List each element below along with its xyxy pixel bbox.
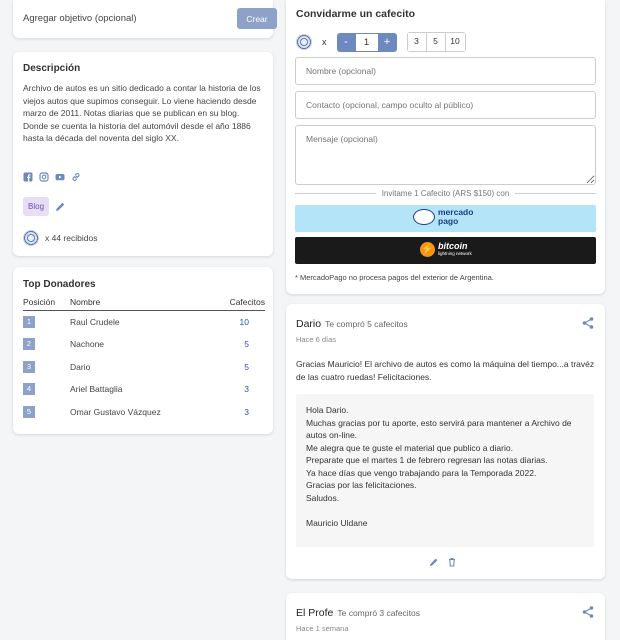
edit-pencil-icon[interactable] xyxy=(55,201,66,212)
quantity-row xyxy=(296,32,466,52)
reply-line: Gracias por las felicitaciones. xyxy=(306,480,417,490)
mp-line2: pago xyxy=(438,216,459,226)
youtube-icon[interactable] xyxy=(55,172,65,182)
preset-3[interactable]: 3 xyxy=(408,33,427,51)
reply-line: Mauricio Uldane xyxy=(306,517,368,528)
bitcoin-logo xyxy=(420,241,472,258)
trash-icon[interactable] xyxy=(447,557,457,567)
goal-card xyxy=(13,0,273,38)
mercadopago-logo xyxy=(413,208,473,226)
instagram-icon[interactable] xyxy=(39,172,49,182)
donor-name: Omar Gustavo Vázquez xyxy=(70,406,161,417)
table-row xyxy=(23,356,265,379)
mercadopago-note: * MercadoPago no procesa pagos del exterior de Argentina. xyxy=(295,273,494,282)
message-input[interactable] xyxy=(295,125,596,185)
post-actions xyxy=(429,557,457,567)
preset-5[interactable]: 5 xyxy=(427,33,446,51)
donor-name: Dario xyxy=(70,361,91,372)
donation-post xyxy=(286,593,605,640)
preset-10[interactable]: 10 xyxy=(446,33,465,51)
lightning-icon: ⚡ xyxy=(421,244,434,255)
tag-row xyxy=(23,197,66,216)
invite-title: Convidarme un cafecito xyxy=(296,8,416,20)
share-icon[interactable] xyxy=(581,316,595,330)
quantity-presets xyxy=(407,32,466,52)
pay-divider xyxy=(295,189,596,198)
coffee-cup-icon xyxy=(296,34,312,50)
post-message: Gracias Mauricio! El archivo de autos es como la máquina del tiempo...a travéz de las cuatro ruedas! Felicitaciones. xyxy=(296,359,595,382)
post-author: El Profe xyxy=(296,607,334,619)
rank-badge: 3 xyxy=(23,361,35,373)
link-icon[interactable] xyxy=(71,172,81,182)
rank-badge: 4 xyxy=(23,383,35,395)
post-header xyxy=(296,607,420,619)
description-title: Descripción xyxy=(23,63,81,74)
coffee-cup-icon xyxy=(23,230,39,246)
rank-badge: 5 xyxy=(23,406,35,418)
goal-input[interactable]: Agregar objetivo (opcional) xyxy=(23,13,137,24)
table-row xyxy=(23,333,265,356)
donor-count: 10 xyxy=(239,317,249,327)
top-donors-card xyxy=(13,267,273,434)
times-sign: x xyxy=(322,37,327,47)
increment-button[interactable]: + xyxy=(378,33,397,52)
description-card xyxy=(13,52,273,256)
owner-reply xyxy=(296,394,594,547)
mp-line1: mercado xyxy=(438,207,474,217)
reply-line: Preparate que el martes 1 de febrero regresan las notas diarias. xyxy=(306,455,548,465)
col-count: Cafecitos xyxy=(210,297,265,311)
post-time: Hace 6 días xyxy=(296,335,337,344)
invite-coffee-card xyxy=(286,0,605,294)
table-row xyxy=(23,401,265,424)
facebook-icon[interactable] xyxy=(23,172,33,182)
received-label: x 44 recibidos xyxy=(45,233,98,243)
category-tag[interactable]: Blog xyxy=(23,197,49,216)
quantity-value[interactable]: 1 xyxy=(356,33,378,52)
top-donors-title: Top Donadores xyxy=(23,279,96,290)
reply-line xyxy=(306,504,584,517)
share-icon[interactable] xyxy=(581,605,595,619)
bitcoin-lightning-button[interactable] xyxy=(295,237,596,264)
post-subtitle: Te compró 3 cafecitos xyxy=(337,608,421,618)
post-subtitle: Te compró 5 cafecitos xyxy=(325,319,408,329)
create-goal-button[interactable]: Crear xyxy=(237,8,277,29)
description-text: Archivo de autos es un sitio dedicado a contar la historia de los viejos autos que supimos conseguir. Lo viene haciendo desde marzo de 2011. Notas diarias que se publican en su blog. Donde se cuenta la historia del automóvil desde el año 1886 hasta la década del noventa del siglo XX. xyxy=(23,83,261,143)
donation-post xyxy=(286,304,605,579)
reply-line: Me alegra que te guste el material que publico a diario. xyxy=(306,442,513,453)
reply-line: Muchas gracias por tu aporte, esto servirá para mantener a Archivo de autos on-line. xyxy=(306,417,572,440)
donor-count: 5 xyxy=(244,361,249,372)
donor-count: 5 xyxy=(244,339,249,350)
reply-line: Hola Dario. xyxy=(306,405,349,415)
donor-name: Nachone xyxy=(70,339,105,350)
donor-count: 3 xyxy=(244,406,249,417)
btc-line2: lightning network xyxy=(438,251,472,256)
handshake-icon xyxy=(413,209,435,225)
post-header xyxy=(296,318,408,330)
rank-badge: 2 xyxy=(23,338,35,350)
table-row xyxy=(23,311,265,334)
donors-table xyxy=(23,297,265,423)
table-header xyxy=(23,297,265,311)
mercadopago-button[interactable] xyxy=(295,205,596,232)
edit-pencil-icon[interactable] xyxy=(429,557,439,567)
btc-line1: bitcoin xyxy=(438,241,468,251)
table-row xyxy=(23,378,265,401)
contact-input[interactable] xyxy=(295,91,596,119)
pay-divider-label: Invitame 1 Cafecito (ARS $150) con xyxy=(381,189,510,198)
social-links xyxy=(23,172,81,182)
decrement-button[interactable]: - xyxy=(337,33,356,52)
reply-line: Saludos. xyxy=(306,492,340,503)
donor-name: Raul Crudele xyxy=(70,317,120,327)
received-count xyxy=(23,230,97,246)
donor-name: Ariel Battaglia xyxy=(70,384,123,395)
col-name: Nombre xyxy=(70,297,210,311)
name-input[interactable] xyxy=(295,57,596,85)
post-author: Dario xyxy=(296,318,322,330)
col-position: Posición xyxy=(23,297,70,311)
rank-badge: 1 xyxy=(23,316,35,328)
donor-count: 3 xyxy=(244,384,249,395)
reply-line: Ya hace días que vengo trabajando para la Temporada 2022. xyxy=(306,467,537,478)
post-time: Hace 1 semana xyxy=(296,624,349,633)
